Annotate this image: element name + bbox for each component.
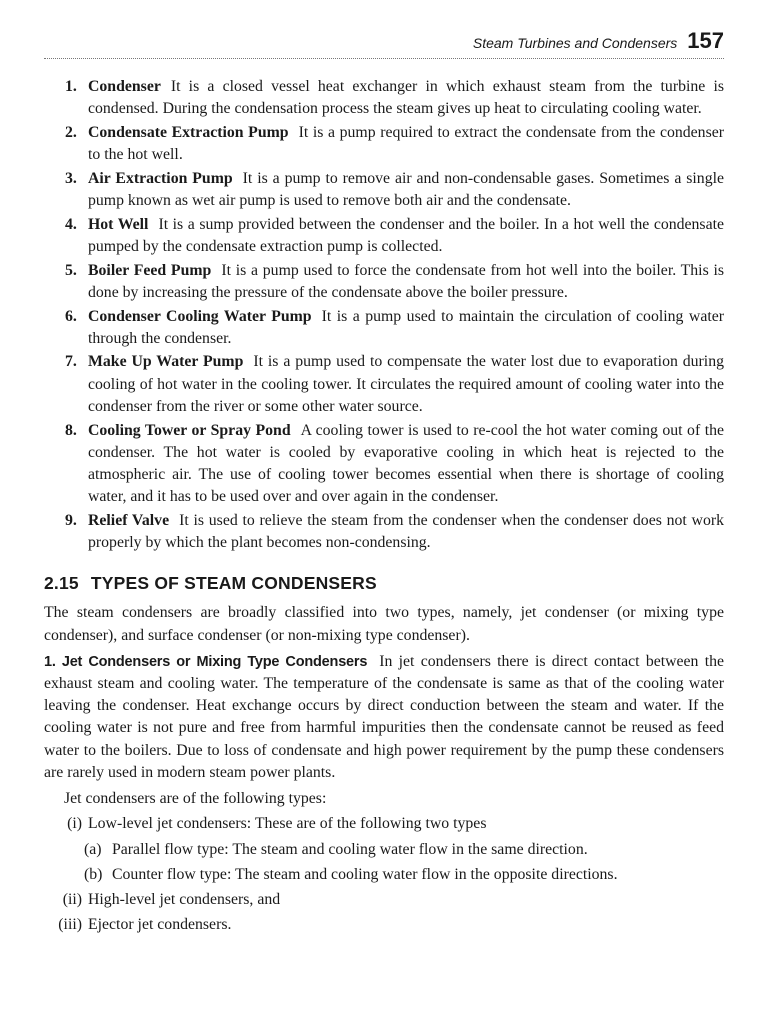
- page-number: 157: [687, 28, 724, 53]
- item-text: It is a pump required to extract the condensate from the condenser to the hot well.: [88, 123, 724, 164]
- item-term: Make Up Water Pump: [88, 353, 244, 371]
- item-text: It is a pump used to force the condensate from hot well into the boiler. This is done by increasing the pressure of the condensate above the boiler pressure.: [88, 261, 725, 301]
- item-term: Condenser Cooling Water Pump: [88, 307, 312, 325]
- item-number: 9.: [65, 511, 77, 529]
- item-number: 3.: [65, 169, 77, 187]
- item-number: 5.: [65, 261, 77, 279]
- item-number: 1.: [65, 78, 77, 95]
- section-number: 2.15: [44, 573, 79, 594]
- running-head-title: Steam Turbines and Condensers: [472, 35, 678, 51]
- item-text: It is a pump used to maintain the circulation of cooling water through the condenser.: [88, 307, 724, 347]
- item-text: It is a pump used to compensate the water lost due to evaporation during cooling of hot water in the cooling tower. It circulates the required amount of cooling water into the condenser from the river or some other water source.: [88, 353, 724, 415]
- item-text: It is used to relieve the steam from the condenser when the condenser does not work properly by which the plant becomes non-condensing.: [88, 511, 725, 552]
- item-term: Boiler Feed Pump: [88, 261, 212, 279]
- jet-condenser-paragraph: [44, 651, 724, 784]
- section-intro: The steam condensers are broadly classified into two types, namely, jet condenser (or mixing type condenser), and surface condenser (or non-mixing type condenser).: [44, 604, 724, 644]
- item-term: Hot Well: [88, 215, 149, 233]
- item-text: It is a closed vessel heat exchanger in which exhaust steam from the turbine is condensed. During the condensation process the steam gives up heat to circulating cooling water.: [88, 78, 724, 118]
- item-text: It is a pump to remove air and non-condensable gases. Sometimes a single pump known as wet air pump is used to remove both air and the condensate.: [88, 169, 724, 210]
- list-item: [44, 420, 724, 509]
- type-label: (iii): [58, 916, 82, 934]
- list-item: [44, 168, 724, 212]
- list-item: [44, 260, 724, 304]
- types-intro: Jet condensers are of the following types:: [64, 790, 327, 808]
- list-item: [44, 122, 724, 166]
- running-head: [44, 28, 724, 58]
- page-body: [44, 76, 724, 936]
- item-term: Relief Valve: [88, 511, 170, 529]
- type-text: Counter flow type: The steam and cooling water flow in the opposite directions.: [112, 865, 618, 883]
- item-term: Condensate Extraction Pump: [88, 123, 289, 141]
- type-label: (b): [84, 865, 103, 883]
- type-label: (i): [67, 815, 82, 833]
- item-term: Condenser: [88, 78, 161, 95]
- item-term: Cooling Tower or Spray Pond: [88, 421, 291, 439]
- item-text: It is a sump provided between the condenser and the boiler. In a hot well the condensate pumped by the condensate extraction pump is collected.: [88, 215, 724, 255]
- item-number: 6.: [65, 307, 77, 325]
- type-subitem: [44, 864, 724, 886]
- header-divider: [44, 58, 724, 59]
- type-item: [44, 889, 724, 911]
- jet-condenser-heading: 1. Jet Condensers or Mixing Type Condensers: [44, 653, 368, 670]
- item-term: Air Extraction Pump: [88, 169, 233, 187]
- item-number: 2.: [65, 123, 77, 141]
- type-subitem: [44, 839, 724, 861]
- list-item: [44, 214, 724, 258]
- item-number: 7.: [65, 353, 77, 371]
- type-item: [44, 914, 724, 936]
- type-text: High-level jet condensers, and: [88, 890, 281, 908]
- type-text: Low-level jet condensers: These are of the following two types: [88, 815, 487, 833]
- type-item: [44, 813, 724, 835]
- type-text: Parallel flow type: The steam and cooling water flow in the same direction.: [112, 840, 588, 858]
- list-item: [44, 510, 724, 554]
- section-title: TYPES OF STEAM CONDENSERS: [90, 573, 377, 594]
- jet-condenser-text: In jet condensers there is direct contact between the exhaust steam and cooling water. The temperature of the condensate is same as that of the cooling water leaving the condenser. Heat exchange occurs by direct conduction between the steam and water. If the cooling water is not pure and free from harmful impurities then the condensate cannot be reused as feed water to the boilers. Due to loss of condensate and high power requirement by the pump these condensers are rarely used in modern steam power plants.: [44, 652, 724, 781]
- components-list: [44, 76, 724, 554]
- list-item: [44, 351, 724, 418]
- item-text: A cooling tower is used to re-cool the hot water coming out of the condenser. The hot water is cooled by evaporative cooling in which heat is rejected to the atmospheric air. The use of cooling tower becomes essential when there is shortage of cooling water, and it has to be used over and over again in the condenser.: [88, 421, 724, 506]
- type-text: Ejector jet condensers.: [88, 916, 232, 934]
- item-number: 4.: [65, 215, 77, 233]
- list-item: [44, 306, 724, 350]
- item-number: 8.: [65, 421, 77, 439]
- type-label: (a): [84, 840, 102, 858]
- type-label: (ii): [62, 890, 82, 908]
- list-item: [44, 76, 724, 120]
- section-heading: [44, 572, 724, 594]
